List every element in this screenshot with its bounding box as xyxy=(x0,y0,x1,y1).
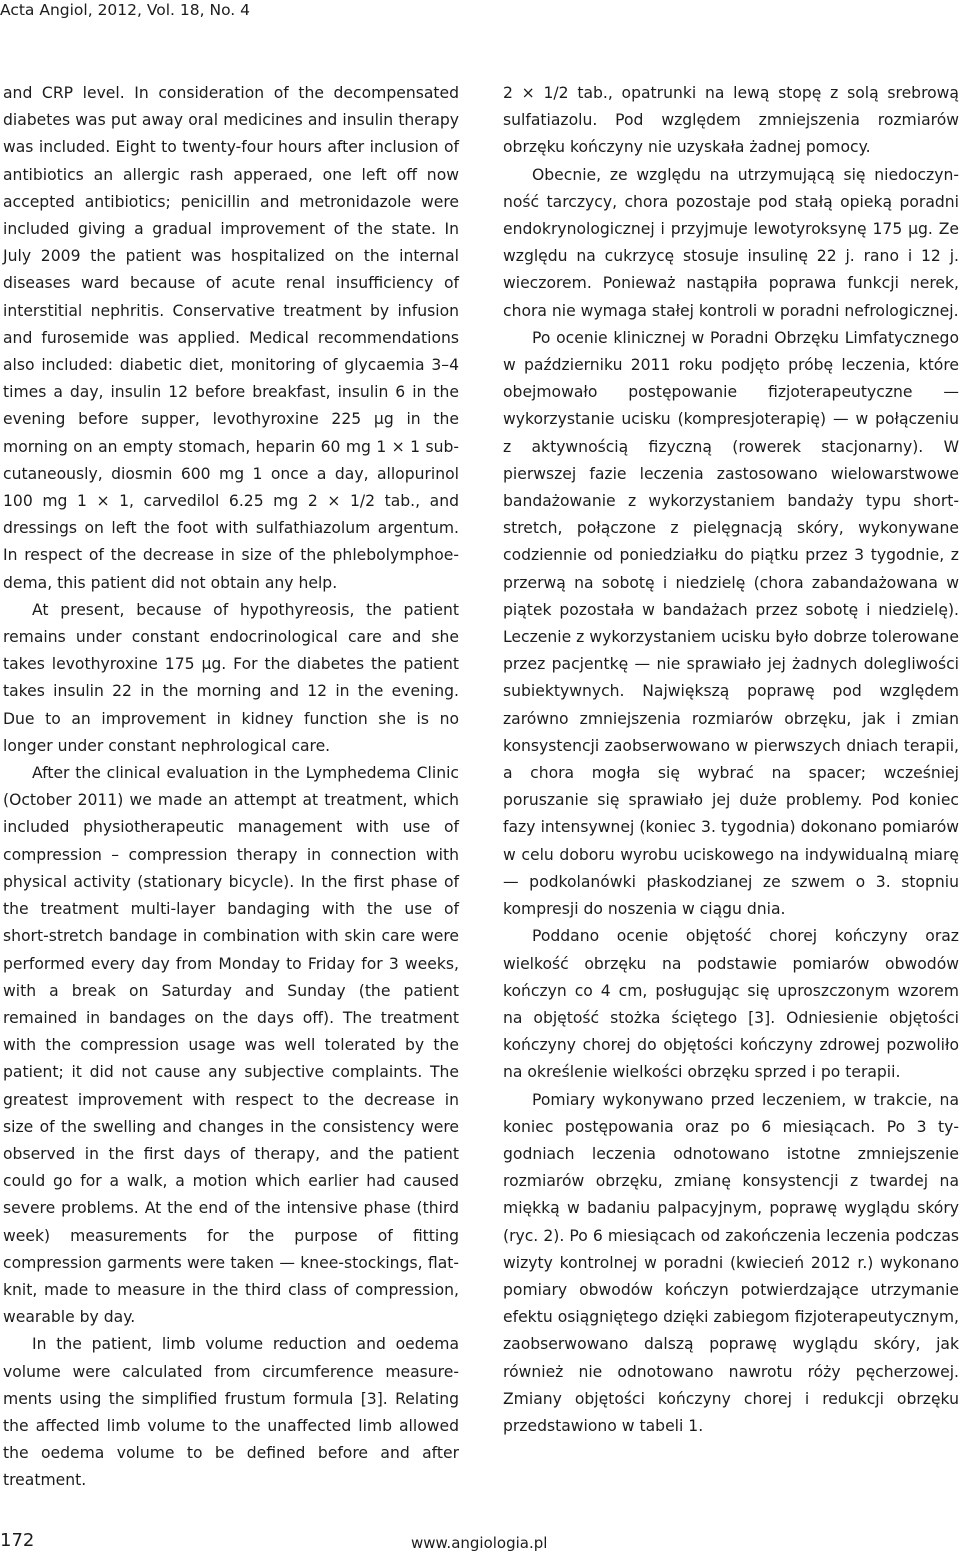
website-link[interactable]: www.angiologia.pl xyxy=(411,1534,548,1552)
paragraph: At present, because of hypothyreosis, the patient remains under constant endocrinological care and she takes levothyroxine 175 μg. For the diabetes the patient takes insulin 22 in the morning and 12 in the evening. Due to an improvement in kidney function she is no longer under constant nephrological care. xyxy=(3,600,459,755)
page-number: 172 xyxy=(0,1530,35,1551)
left-text-column xyxy=(3,80,459,1495)
paragraph: In the patient, limb volume reduction and oedema volume were calculated from circumference measurements using the simplified frustum formula [3]. Relating the affected limb volume to the unaffected limb allowed the oedema volume to be defined before and after treatment. xyxy=(3,1335,459,1490)
running-header: Acta Angiol, 2012, Vol. 18, No. 4 xyxy=(0,1,251,19)
paragraph: and CRP level. In consideration of the decompensated diabetes was put away oral medicines and insulin therapy was included. Eight to twenty-four hours after inclusion of antibiotics an allergic rash apperaed, one left off now accepted antibiotics; penicillin and metronidazole were included giving a gradual improvement of the state. In July 2009 the patient was hospitalized on the internal diseases ward because of acute renal insufficiency of interstitial nephritis. Conservative treatment by infusion and furosemide was applied. Medical recommendations also included: diabetic diet, monitoring of glycaemia 3–4 times a day, insulin 12 before breakfast, insulin 6 in the evening before supper, levothyroxine 225 μg in the morning on an empty stomach, heparin 60 mg 1 × 1 subcutaneously, diosmin 600 mg 1 once a day, allopurinol 100 mg 1 × 1, carvedilol 6.25 mg 2 × 1/2 tab., and dressings on left the foot with sulfathiazolum argentum. In respect of the decrease in size of the phlebolymphoedema, this patient did not obtain any help. xyxy=(3,84,459,592)
paragraph: Pomiary wykonywano przed leczeniem, w trakcie, na koniec postępowania oraz po 6 miesiącach. Po 3 tygodniach leczenia odnotowano istotne zmniejszenie rozmiarów obrzęku, zmianę konsystencji z twardej na miękką w badaniu palpacyjnym, poprawę wyglądu skóry (ryc. 2). Po 6 miesiącach od zakończenia leczenia podczas wizyty kontrolnej w poradni (kwiecień 2012 r.) wykonano pomiary obwodów kończyn potwierdzające utrzymanie efektu osiągniętego dzięki zabiegom fizjoterapeutycznym, zaobserwowano dalszą poprawę wyglądu skóry, jak również nie odnotowano nawrotu róży pęcherzowej. Zmiany objętości kończyny chorej i redukcji obrzęku przedstawiono w tabeli 1. xyxy=(503,1090,959,1435)
paragraph: 2 × 1/2 tab., opatrunki na lewą stopę z solą srebrową sulfatiazolu. Pod względem zmniejszenia rozmiarów obrzęku kończyny nie uzyskała żadnej pomocy. xyxy=(503,84,959,157)
right-text-column xyxy=(503,80,959,1440)
paragraph: Obecnie, ze względu na utrzymującą się niedoczynność tarczycy, chora pozostaje pod stałą opieką poradni endokrynologicznej i przyjmuje lewotyroksynę 175 μg. Ze względu na cukrzycę stosuje insulinę 22 j. rano i 12 j. wieczorem. Ponieważ nastąpiła poprawa funkcji nerek, chora nie wymaga stałej kontroli w poradni nefrologicznej. xyxy=(503,165,959,320)
paragraph: Po ocenie klinicznej w Poradni Obrzęku Limfatycznego w październiku 2011 roku podjęto próbę leczenia, które obejmowało postępowanie fizjoterapeutyczne — wykorzystanie ucisku (kompresjoterapię) — w połączeniu z aktywnością fizyczną (rowerek stacjonarny). W pierwszej fazie leczenia zastosowano wielowarstwowe bandażowanie z wykorzystaniem bandaży typu short-stretch, połączone z pielęgnacją skóry, wykonywane codziennie od poniedziałku do piątku przez 3 tygodnie, z przerwą na sobotę i niedzielę (chora zabandażowana w piątek pozostała w bandażach przez sobotę i niedzielę). Leczenie z wykorzystaniem ucisku było dobrze tolerowane przez pacjentkę — nie sprawiało jej żadnych dolegliwości subiektywnych. Największą poprawę pod względem zarówno zmniejszenia rozmiarów obrzęku, jak i zmian konsystencji zaobserwowano w pierwszych dniach terapii, a chora mogła się wybrać na spacer; wcześniej poruszanie się sprawiało jej duże problemy. Pod koniec fazy intensywnej (koniec 3. tygodnia) dokonano pomiarów w celu doboru wyrobu uciskowego na indywidualną miarę — podkolanówki płaskodzianej ze szwem o 3. stopniu kompresji do noszenia w ciągu dnia. xyxy=(503,328,959,919)
paragraph: Poddano ocenie objętość chorej kończyny oraz wielkość obrzęku na podstawie pomiarów obwodów kończyn co 4 cm, posługując się uproszczonym wzorem na objętość stożka ściętego [3]. Odniesienie objętości kończyny chorej do objętości kończyny zdrowej pozwoliło na określenie wielkości obrzęku sprzed i po terapii. xyxy=(503,927,959,1082)
paragraph: After the clinical evaluation in the Lymphedema Clinic (October 2011) we made an attempt at treatment, which included physiotherapeutic management with use of compression – compression therapy in connection with physical activity (stationary bicycle). In the first phase of the treatment multi-layer bandaging with the use of short-stretch bandage in combination with skin care were performed every day from Monday to Friday for 3 weeks, with a break on Saturday and Sunday (the patient remained in bandages on the days off). The treatment with the compression usage was well tolerated by the patient; it did not cause any subjective complaints. The greatest improvement with respect to the decrease in size of the swelling and changes in the consistency were observed in the first days of therapy, and the patient could go for a walk, a motion which earlier had caused severe problems. At the end of the intensive phase (third week) measurements for the purpose of fitting compression garments were taken — knee-stockings, flat-knit, made to measure in the third class of compression, wearable by day. xyxy=(3,764,459,1327)
